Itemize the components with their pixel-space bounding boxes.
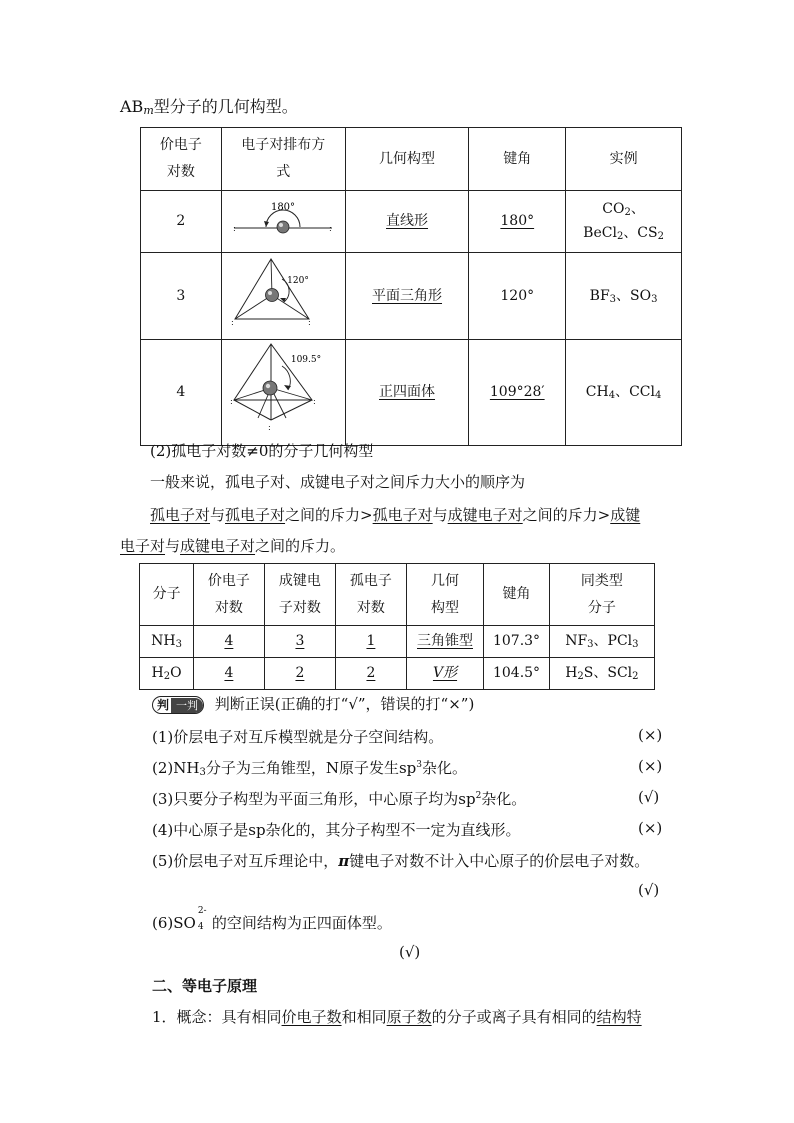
header-geometry: 几何 构型 [406, 564, 484, 626]
svg-text::: : [230, 396, 233, 406]
svg-text::: : [308, 318, 311, 327]
judge-item-1: (1)价层电子对互斥模型就是分子空间结构。 [152, 728, 444, 746]
table-header-row [140, 564, 655, 626]
geometry-cell: 直线形 [345, 191, 469, 253]
table-row [140, 658, 655, 690]
judge-instruction: 判断正误(正确的打“√”，错误的打“×”) [214, 695, 475, 713]
concept-line: 1．概念：具有相同价电子数和相同原子数的分子或离子具有相同的结构特 [152, 1008, 642, 1026]
judge-mark-1: (×) [638, 726, 663, 744]
section3-title: 二、等电子原理 [152, 977, 258, 995]
lone-pairs-cell: 2 [336, 658, 407, 690]
repulsion-order-line2: 电子对与成键电子对之间的斥力。 [120, 537, 346, 555]
pairs-cell: 2 [141, 191, 222, 253]
judge-item-3: (3)只要分子构型为平面三角形，中心原子均为$sp^2$杂化。 [152, 790, 527, 808]
table-header-row [141, 128, 682, 191]
table-row [141, 253, 682, 340]
bonding-pairs-cell: 3 [264, 626, 336, 658]
angle-cell: 107.3° [484, 626, 549, 658]
example-cell: $CH_4$、CCl$_4$ [566, 339, 682, 446]
header-arrangement: 电子对排布方 式 [221, 128, 345, 191]
similar-cell: $H_2S$、SCl$_2$ [549, 658, 654, 690]
geometry-cell: 平面三角形 [345, 253, 469, 340]
section2-intro: 一般来说，孤电子对、成键电子对之间斥力大小的顺序为 [150, 473, 526, 491]
vsepr-table [140, 127, 682, 446]
similar-cell: $NF_3$、PCl$_3$ [549, 626, 654, 658]
table-row [140, 626, 655, 658]
arrangement-cell [221, 253, 345, 340]
judge-instruction-line [152, 693, 474, 714]
heading-prefix: AB [120, 97, 144, 116]
header-lone-pairs: 孤电子 对数 [336, 564, 407, 626]
tetrahedral-diagram [228, 340, 338, 436]
header-valence-pairs: 价电子 对数 [194, 564, 265, 626]
judge-badge: 判 一判 [152, 696, 204, 714]
svg-text::: : [329, 223, 332, 233]
repulsion-order-line1: 孤电子对与孤电子对之间的斥力>孤电子对与成键电子对之间的斥力>成键 [150, 506, 641, 524]
pairs-cell: 4 [141, 339, 222, 446]
svg-text::: : [268, 422, 271, 432]
judge-mark-3: (√) [638, 788, 660, 806]
valence-pairs-cell: 4 [194, 626, 265, 658]
molecule-cell: $H_2O$ [140, 658, 194, 690]
lone-pairs-cell: 1 [336, 626, 407, 658]
angle-label-180: 180° [271, 201, 296, 213]
heading-suffix: 型分子的几何构型。 [153, 97, 298, 116]
svg-text::: : [231, 318, 234, 327]
angle-cell: 104.5° [484, 658, 549, 690]
header-geometry: 几何构型 [345, 128, 469, 191]
svg-text::: : [233, 223, 236, 233]
header-bond-angle: 键角 [469, 128, 566, 191]
header-pairs: 价电子 对数 [141, 128, 222, 191]
linear-diagram [228, 194, 338, 240]
judge-mark-5: (√) [638, 881, 660, 899]
lone-pair-table [139, 563, 655, 690]
section-heading [120, 94, 298, 117]
section2-title: (2)孤电子对数≠0的分子几何构型 [150, 442, 374, 460]
molecule-cell: $NH_3$ [140, 626, 194, 658]
trigonal-planar-diagram [228, 253, 338, 329]
example-cell: $CO_2$、 BeCl$_2$、$CS_2$ [566, 191, 682, 253]
judge-mark-6: (√) [399, 943, 421, 961]
svg-text::: : [313, 396, 316, 406]
judge-mark-4: (×) [638, 819, 663, 837]
geometry-cell: 三角锥型 [406, 626, 484, 658]
bonding-pairs-cell: 2 [264, 658, 336, 690]
arrangement-cell [221, 191, 345, 253]
bond-angle-cell: 120° [469, 253, 566, 340]
header-example: 实例 [566, 128, 682, 191]
example-cell: $BF_3$、$SO_3$ [566, 253, 682, 340]
bond-angle-cell: 109°28′ [469, 339, 566, 446]
table-row [141, 191, 682, 253]
judge-item-4: (4)中心原子是sp杂化的，其分子构型不一定为直线形。 [152, 821, 521, 839]
angle-label-109: 109.5° [291, 354, 322, 365]
bond-angle-cell: 180° [469, 191, 566, 253]
heading-subscript: m [143, 104, 154, 117]
arrangement-cell [221, 339, 345, 446]
judge-mark-2: (×) [638, 757, 663, 775]
angle-label-120: 120° [287, 276, 310, 286]
geometry-cell: 正四面体 [345, 339, 469, 446]
judge-item-2: $(2)NH_3$分子为三角锥型，N原子发生$sp^3$杂化。 [152, 759, 468, 778]
geometry-cell: V形 [406, 658, 484, 690]
judge-item-5: (5)价层电子对互斥理论中，π键电子对数不计入中心原子的价层电子对数。 [152, 852, 650, 870]
pairs-cell: 3 [141, 253, 222, 340]
header-molecule: 分子 [140, 564, 194, 626]
header-similar: 同类型 分子 [549, 564, 654, 626]
header-angle: 键角 [484, 564, 549, 626]
valence-pairs-cell: 4 [194, 658, 265, 690]
header-bonding-pairs: 成键电 子对数 [264, 564, 336, 626]
judge-item-6: (6)SO 2- 4 的空间结构为正四面体型。 [152, 906, 392, 932]
table-row [141, 339, 682, 446]
